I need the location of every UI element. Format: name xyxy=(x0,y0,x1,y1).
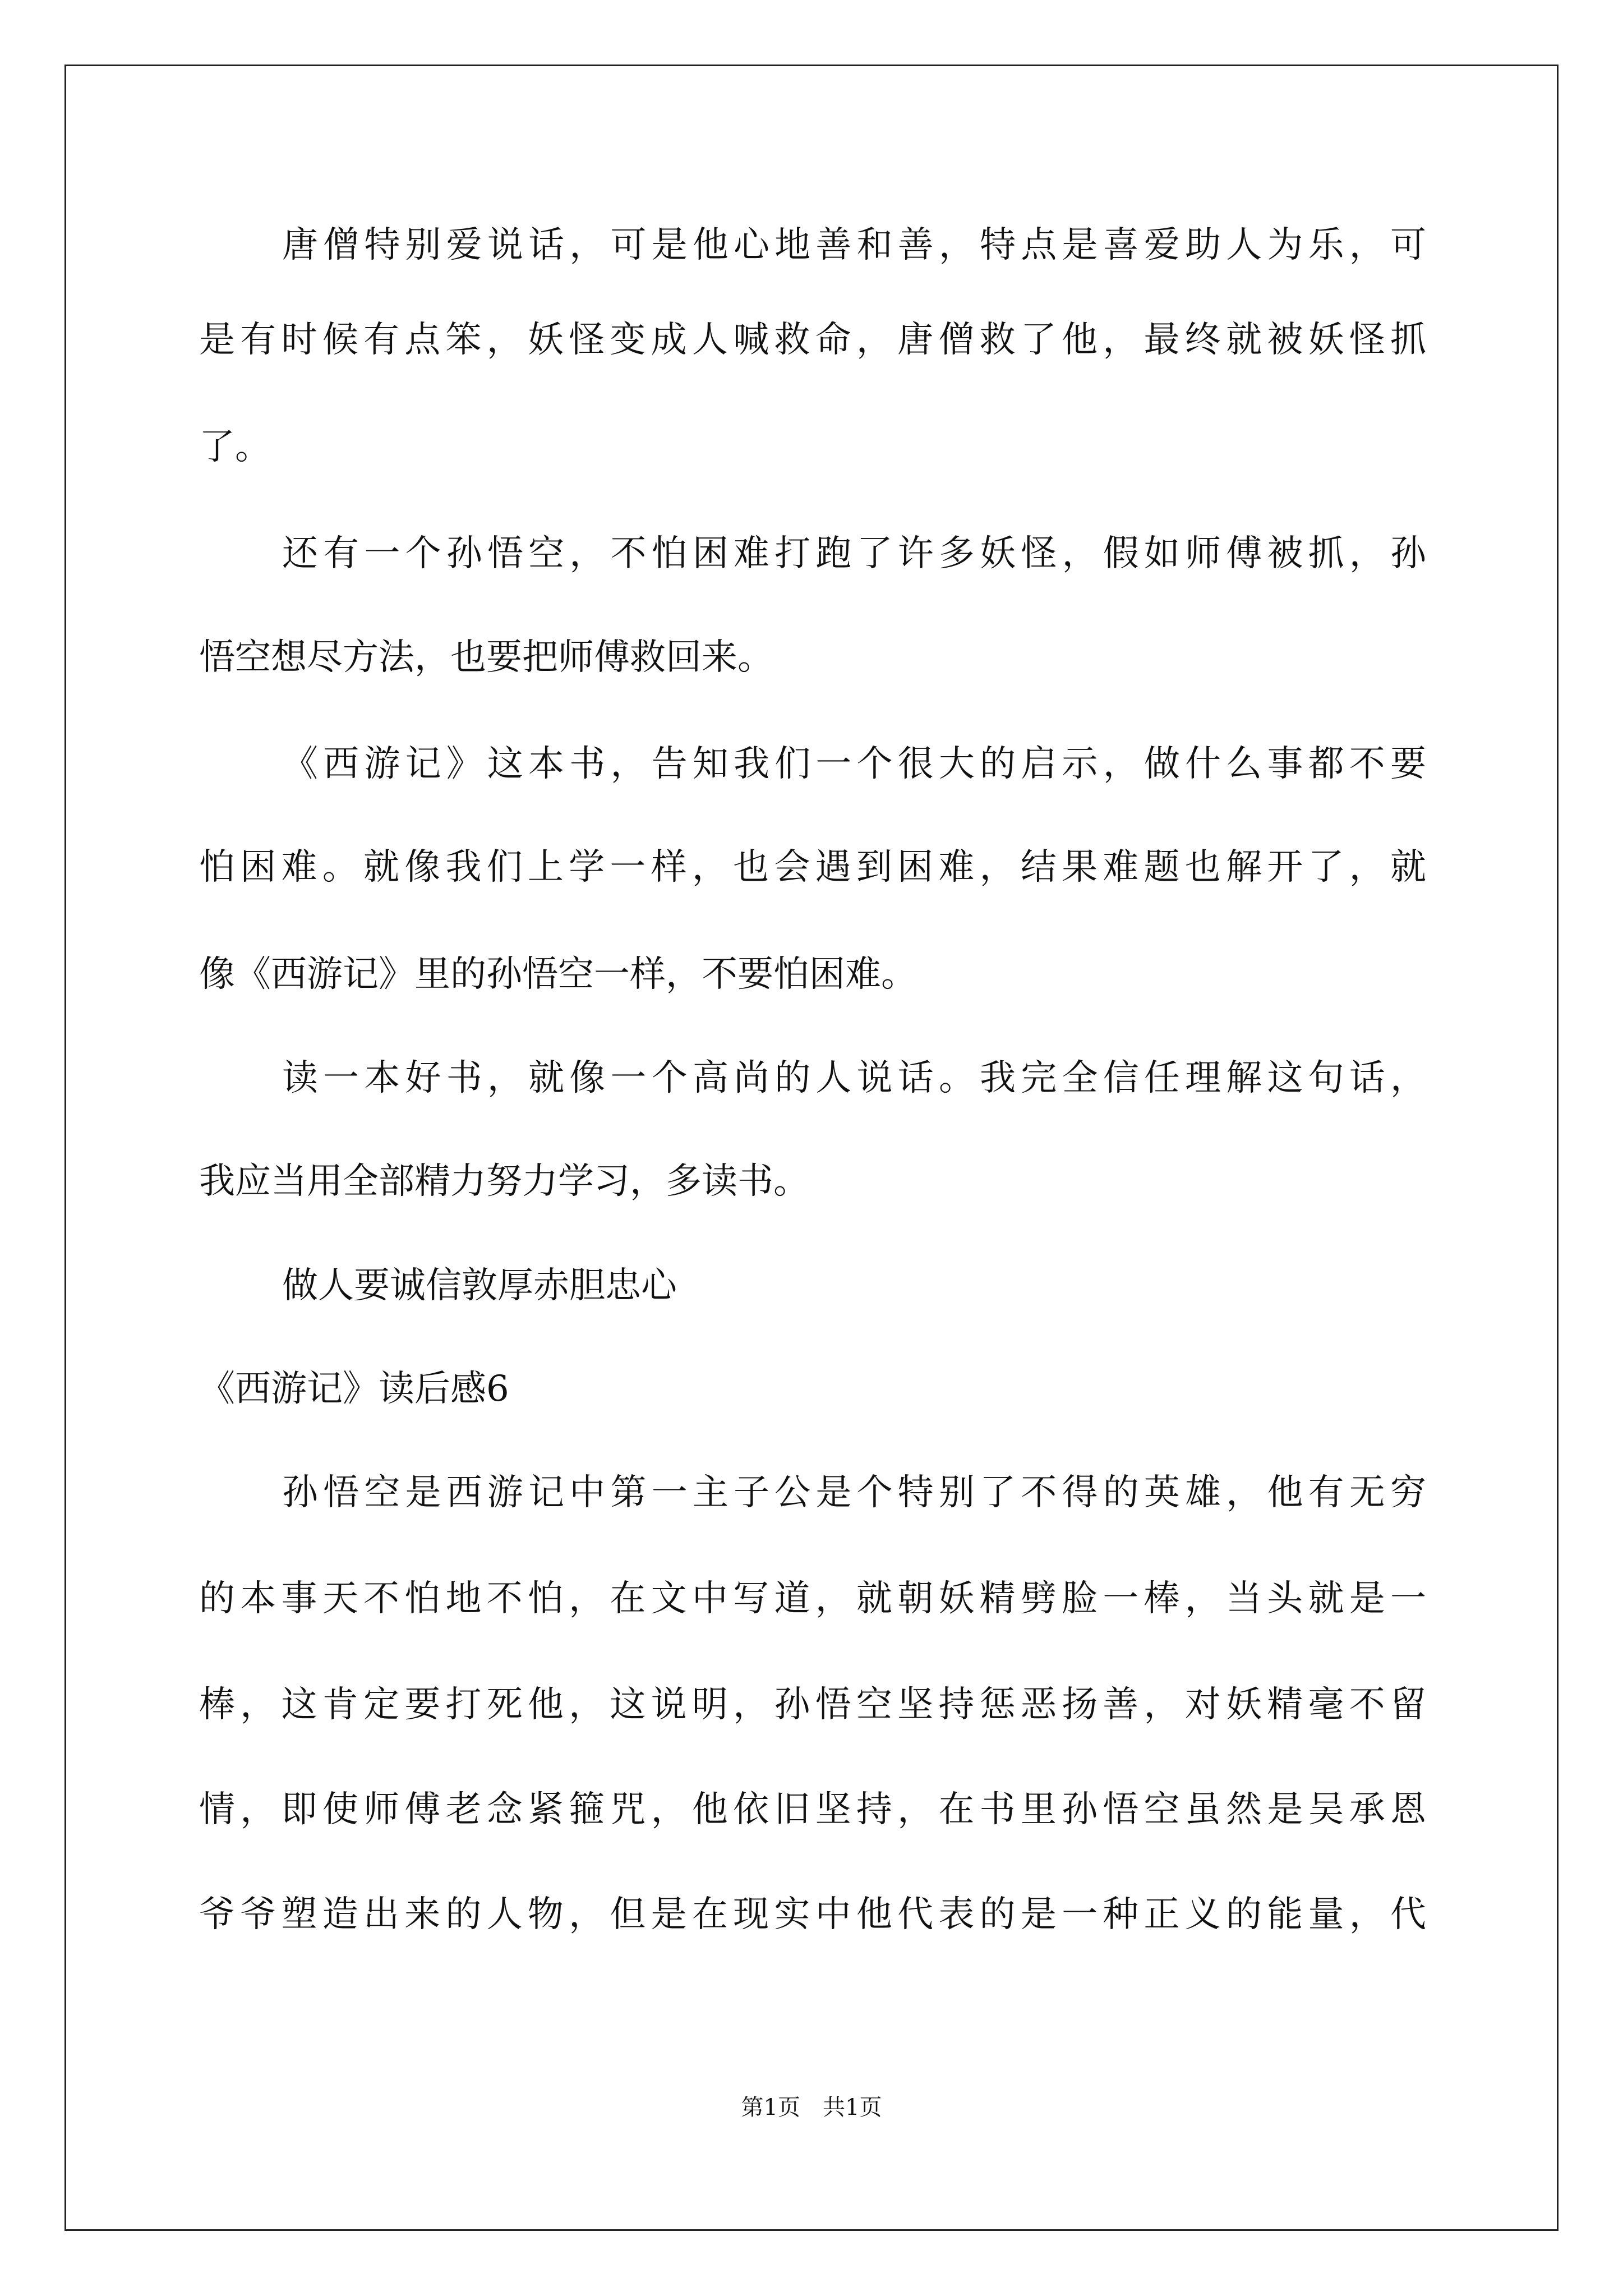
text-line: 唐僧特别爱说话，可是他心地善和善，特点是喜爱助人为乐，可 xyxy=(282,224,1432,266)
text-line: 像《西游记》里的孙悟空一样，不要怕困难。 xyxy=(199,954,917,995)
text-line: 悟空想尽方法，也要把师傅救回来。 xyxy=(199,637,773,678)
text-line: 读一本好书，就像一个高尚的人说话。我完全信任理解这句话， xyxy=(282,1057,1432,1099)
text-line: 怕困难。就像我们上学一样，也会遇到困难，结果难题也解开了，就 xyxy=(199,846,1432,888)
text-line: 《西游记》这本书，告知我们一个很大的启示，做什么事都不要 xyxy=(282,743,1432,785)
text-line: 孙悟空是西游记中第一主子公是个特别了不得的英雄，他有无穷 xyxy=(282,1472,1432,1513)
text-line: 棒，这肯定要打死他，这说明，孙悟空坚持惩恶扬善，对妖精毫不留 xyxy=(199,1684,1432,1726)
text-line: 是有时候有点笨，妖怪变成人喊救命，唐僧救了他，最终就被妖怪抓 xyxy=(199,319,1432,361)
text-line: 我应当用全部精力努力学习，多读书。 xyxy=(199,1161,809,1202)
text-line: 情，即使师傅老念紧箍咒，他依旧坚持，在书里孙悟空虽然是吴承恩 xyxy=(199,1789,1432,1830)
text-line: 做人要诚信敦厚赤胆忠心 xyxy=(282,1265,677,1306)
page-footer: 第1页 共1页 xyxy=(741,2095,882,2120)
text-line: 爷爷塑造出来的人物，但是在现实中他代表的是一种正义的能量，代 xyxy=(199,1894,1432,1935)
text-line: 的本事天不怕地不怕，在文中写道，就朝妖精劈脸一棒，当头就是一 xyxy=(199,1578,1432,1619)
section-heading: 《西游记》读后感6 xyxy=(199,1368,509,1410)
text-line: 还有一个孙悟空，不怕困难打跑了许多妖怪，假如师傅被抓，孙 xyxy=(282,533,1432,574)
text-line: 了。 xyxy=(199,426,271,468)
